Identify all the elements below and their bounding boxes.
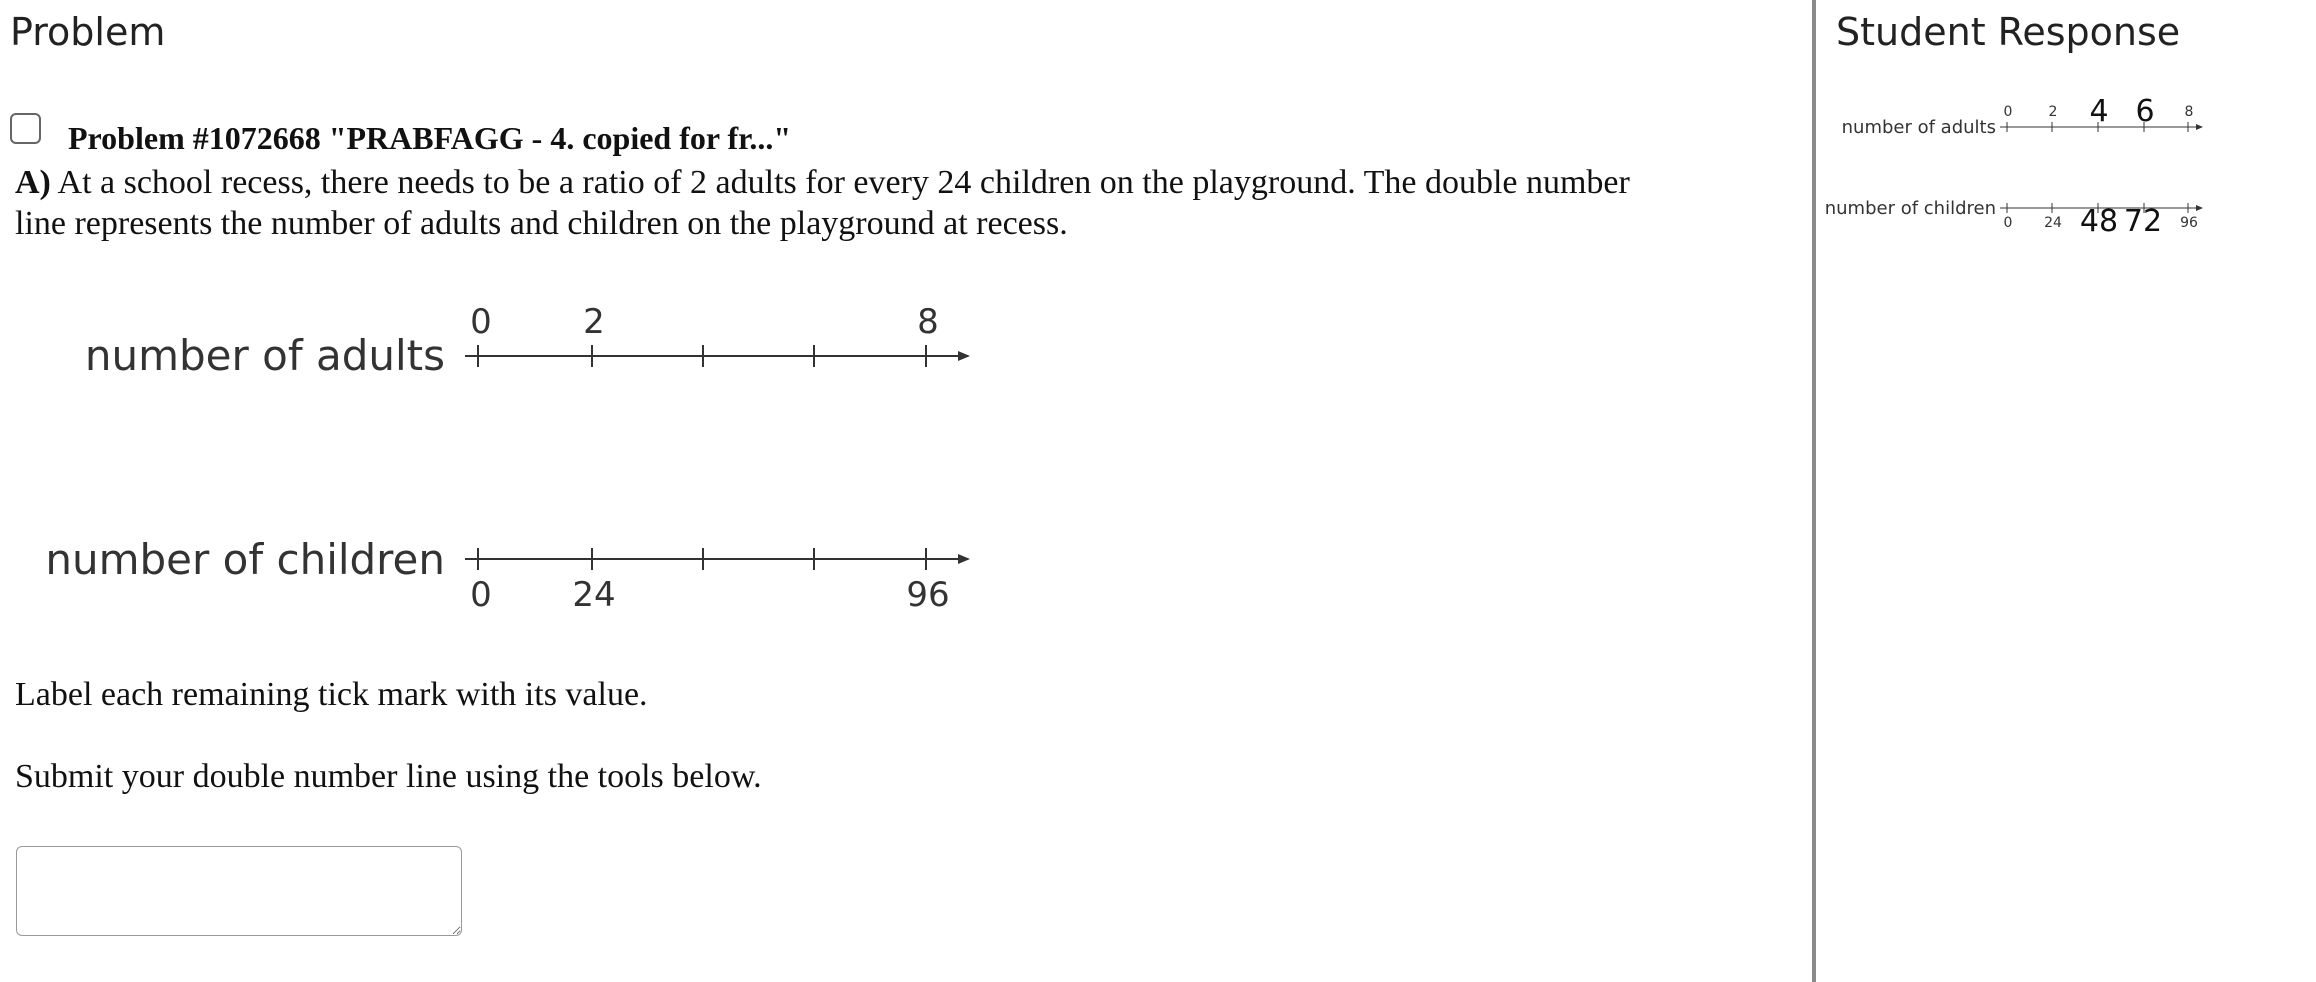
adults-tick-label: 0 — [470, 302, 492, 342]
problem-text — [15, 162, 1655, 244]
response-adults-axis-label: number of adults — [1841, 117, 1996, 138]
response-panel-title: Student Response — [1836, 10, 2181, 54]
response-adults-tick-label-handwritten: 6 — [2135, 94, 2155, 129]
children-tick-label: 0 — [470, 575, 492, 615]
adults-axis-label: number of adults — [84, 331, 445, 380]
response-children-tick-label: 0 — [2003, 215, 2013, 231]
problem-header: Problem #1072668 "PRABFAGG - 4. copied for fr..." — [68, 120, 792, 156]
response-adults-tick-label: 2 — [2048, 104, 2058, 120]
answer-input[interactable] — [16, 846, 462, 936]
problem-panel-title: Problem — [10, 10, 166, 54]
children-axis-label: number of children — [45, 535, 445, 584]
children-tick-label: 24 — [572, 575, 616, 615]
response-children-axis-label: number of children — [1824, 198, 1996, 219]
response-children-tick-label: 24 — [2044, 215, 2062, 231]
response-children-tick-label-handwritten: 72 — [2123, 204, 2163, 239]
part-label: A) — [15, 164, 51, 201]
problem-checkbox[interactable] — [10, 113, 41, 144]
problem-double-number-line — [0, 285, 1000, 625]
response-adults-tick-label-handwritten: 4 — [2089, 94, 2109, 129]
response-adults-tick-label: 8 — [2184, 104, 2194, 120]
adults-tick-label: 2 — [583, 302, 605, 342]
response-children-tick-label-handwritten: 48 — [2079, 204, 2119, 239]
response-adults-tick-label: 0 — [2003, 104, 2013, 120]
instruction-submit: Submit your double number line using the tools below. — [15, 758, 762, 795]
student-response-panel — [1816, 0, 2316, 982]
children-tick-label: 96 — [906, 575, 950, 615]
adults-tick-label: 8 — [917, 302, 939, 342]
response-children-tick-label: 96 — [2180, 215, 2198, 231]
problem-statement: At a school recess, there needs to be a ratio of 2 adults for every 24 children on the playground. The double number line represents the number of adults and children on the playground at recess. — [15, 164, 1630, 242]
response-double-number-line — [1816, 90, 2316, 250]
instruction-label-ticks: Label each remaining tick mark with its value. — [15, 676, 648, 713]
